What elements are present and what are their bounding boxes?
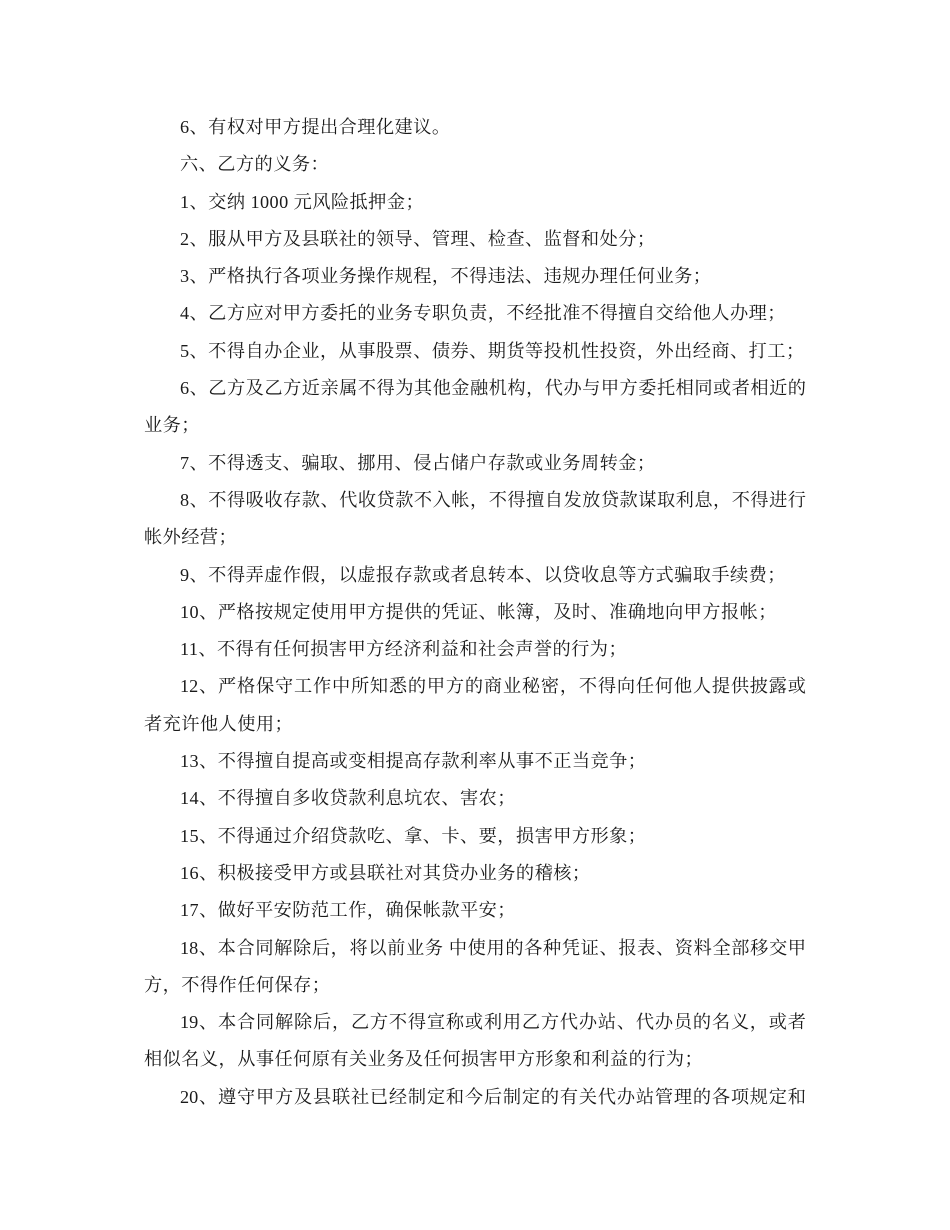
text-line: 3、严格执行各项业务操作规程，不得违法、违规办理任何业务； [180, 266, 712, 287]
text-line: 者充许他人使用； [144, 713, 294, 734]
text-line: 16、积极接受甲方或县联社对其贷办业务的稽核； [180, 862, 591, 883]
text-line: 17、做好平安防范工作，确保帐款平安； [180, 900, 516, 921]
text-line: 6、有权对甲方提出合理化建议。 [180, 117, 451, 137]
text-line: 11、不得有任何损害甲方经济利益和社会声誉的行为； [180, 639, 628, 660]
text-line: 9、不得弄虚作假，以虚报存款或者息转本、以贷收息等方式骗取手续费； [180, 564, 786, 585]
text-line: 2、服从甲方及县联社的领导、管理、检查、监督和处分； [180, 228, 656, 249]
text-line: 15、不得通过介绍贷款吃、拿、卡、要，损害甲方形象； [180, 825, 647, 846]
text-line: 7、不得透支、骗取、挪用、侵占储户存款或业务周转金； [180, 452, 656, 473]
text-line: 帐外经营； [144, 527, 238, 548]
text-line: 8、不得吸收存款、代收贷款不入帐，不得擅自发放贷款谋取利息，不得进行 [180, 489, 806, 510]
text-line: 19、本合同解除后，乙方不得宣称或利用乙方代办站、代办员的名义，或者 [180, 1012, 806, 1033]
document-body [144, 109, 806, 1116]
text-line: 6、乙方及乙方近亲属不得为其他金融机构，代办与甲方委托相同或者相近的 [180, 378, 806, 399]
text-line: 4、乙方应对甲方委托的业务专职负责，不经批准不得擅自交给他人办理； [180, 303, 786, 324]
text-line: 12、严格保守工作中所知悉的甲方的商业秘密，不得向任何他人提供披露或 [180, 676, 806, 697]
text-line: 10、严格按规定使用甲方提供的凭证、帐簿，及时、准确地向甲方报帐； [180, 601, 777, 622]
text-line: 18、本合同解除后，将以前业务 中使用的各种凭证、报表、资料全部移交甲 [180, 937, 806, 958]
text-line: 13、不得擅自提高或变相提高存款利率从事不正当竞争； [180, 751, 647, 772]
text-line: 相似名义，从事任何原有关业务及任何损害甲方形象和利益的行为； [144, 1049, 704, 1070]
text-line: 业务； [144, 415, 200, 436]
text-line: 5、不得自办企业，从事股票、债券、期货等投机性投资，外出经商、打工； [180, 340, 805, 361]
text-line: 方，不得作任何保存； [144, 974, 331, 995]
text-line: 六、乙方的义务： [180, 154, 330, 175]
text-line: 14、不得擅自多收贷款利息坑农、害农； [180, 788, 516, 809]
text-line: 20、遵守甲方及县联社已经制定和今后制定的有关代办站管理的各项规定和 [180, 1086, 806, 1107]
text-line: 1、交纳 1000 元风险抵押金； [180, 191, 425, 212]
